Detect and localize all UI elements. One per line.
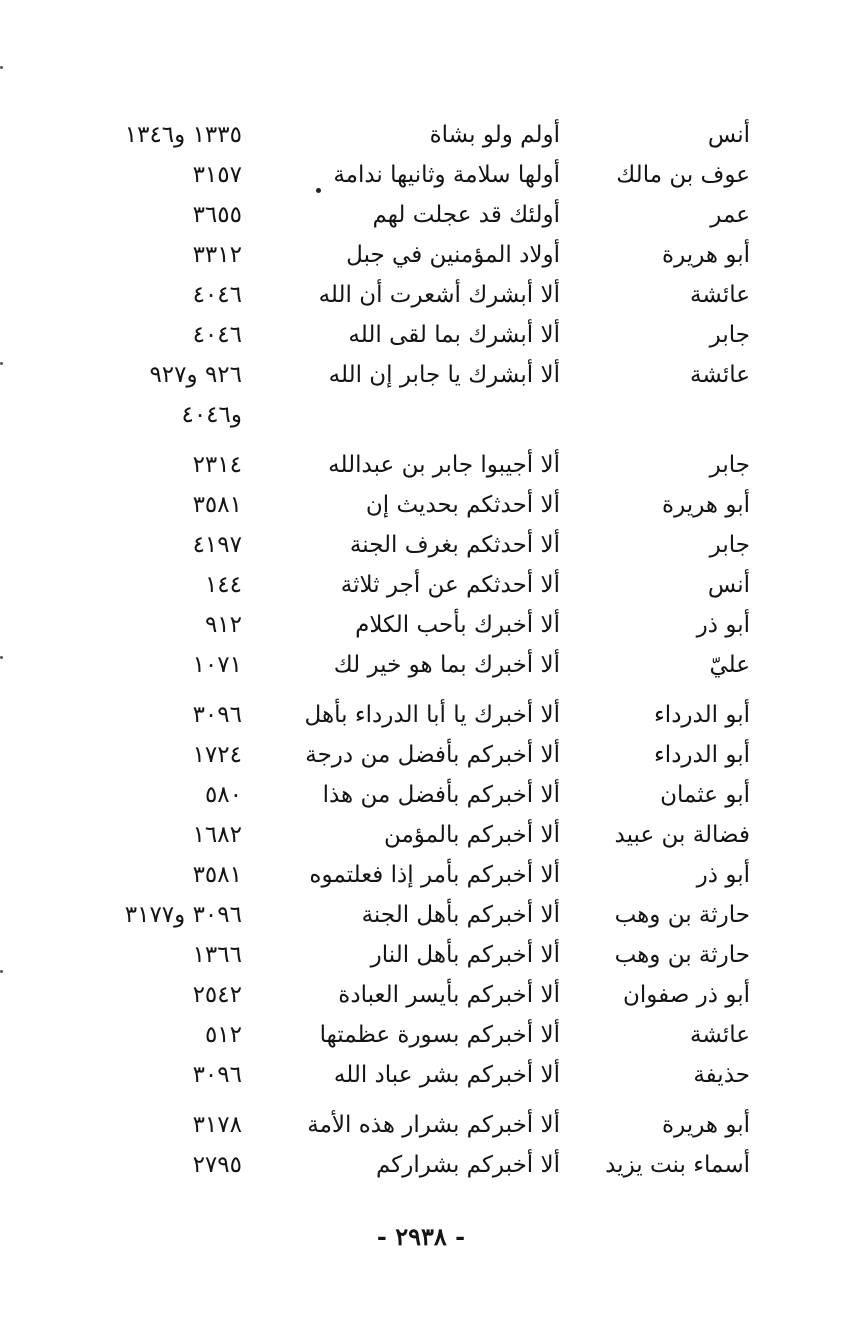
hadith-number: ٣٠٩٦ و٣١٧٧ [124,902,242,928]
hadith-number: ١٠٧١ [192,652,242,678]
hadith-number: ١٣٦٦ [192,942,242,968]
narrator-name: أبو هريرة [662,492,750,518]
hadith-incipit: ألا أخبركم بأهل النار [370,942,560,968]
narrator-name: عليّ [709,652,750,678]
index-row [0,198,842,238]
hadith-incipit: ألا أخبركم بأفضل من درجة [305,742,560,768]
index-row [0,778,842,818]
hadith-incipit: ألا أحدثكم بغرف الجنة [349,532,560,558]
narrator-name: جابر [709,532,750,558]
index-row [0,278,842,318]
index-row-continuation [0,398,842,438]
hadith-incipit: ألا أخبرك بما هو خير لك [333,652,560,678]
hadith-number: ٩١٢ [204,612,242,638]
hadith-number: ٢٥٤٢ [192,982,242,1008]
index-row [0,858,842,898]
narrator-name: حارثة بن وهب [614,942,750,968]
hadith-incipit: ألا أخبركم بشر عباد الله [333,1062,560,1088]
hadith-number: ١٣٣٥ و١٣٤٦ [124,122,242,148]
narrator-name: حارثة بن وهب [614,902,750,928]
index-row [0,608,842,648]
hadith-number: ٢٧٩٥ [192,1152,242,1178]
narrator-name: أبو الدرداء [653,742,750,768]
index-row [0,898,842,938]
narrator-name: عمر [710,202,750,228]
narrator-name: أبو هريرة [662,1112,750,1138]
index-row [0,318,842,358]
hadith-incipit: ألا أبشرك بما لقى الله [348,322,560,348]
narrator-name: حذيفة [693,1062,750,1088]
index-row [0,568,842,608]
hadith-incipit: ألا أخبركم بسورة عظمتها [319,1022,560,1048]
hadith-number: و٤٠٤٦ [181,402,242,428]
hadith-number: ٤٠٤٦ [192,282,242,308]
index-row [0,448,842,488]
narrator-name: فضالة بن عبيد [614,822,750,848]
hadith-index-table [0,118,842,1188]
hadith-incipit: ألا أبشرك يا جابر إن الله [328,362,560,388]
hadith-incipit: ألا أخبركم بالمؤمن [383,822,560,848]
index-row [0,358,842,398]
narrator-name: أنس [707,122,750,148]
narrator-name: جابر [709,322,750,348]
hadith-number: ٣٣١٢ [192,242,242,268]
narrator-name: أبو هريرة [662,242,750,268]
hadith-incipit: ألا أبشرك أشعرت أن الله [318,282,560,308]
hadith-number: ٤٠٤٦ [192,322,242,348]
hadith-number: ٥٨٠ [204,782,242,808]
hadith-incipit: ألا أخبركم بشراركم [376,1152,560,1178]
narrator-name: عوف بن مالك [616,162,750,188]
hadith-incipit: ألا أخبركم بأفضل من هذا [322,782,560,808]
scan-edge-mark [0,66,3,69]
narrator-name: أنس [707,572,750,598]
hadith-incipit: ألا أخبرك يا أبا الدرداء بأهل [304,702,560,728]
index-row [0,1058,842,1098]
narrator-name: أبو عثمان [660,782,750,808]
narrator-name: عائشة [690,282,750,308]
hadith-number: ١٧٢٤ [192,742,242,768]
hadith-number: ١٦٨٢ [192,822,242,848]
hadith-incipit: أولاد المؤمنين في جبل [346,242,560,268]
hadith-incipit: أولها سلامة وثانيها ندامة [333,162,560,188]
hadith-incipit: ألا أخبركم بأمر إذا فعلتموه [309,862,560,888]
hadith-number: ٣٦٥٥ [192,202,242,228]
index-row [0,1148,842,1188]
hadith-number: ٢٣١٤ [192,452,242,478]
narrator-name: عائشة [690,362,750,388]
narrator-name: أبو الدرداء [653,702,750,728]
hadith-incipit: ألا أخبركم بشرار هذه الأمة [307,1112,560,1138]
hadith-number: ٣٠٩٦ [192,1062,242,1088]
hadith-incipit: ألا أخبرك بأحب الكلام [355,612,560,638]
narrator-name: أبو ذر [696,862,750,888]
hadith-number: ٣١٧٨ [192,1112,242,1138]
hadith-incipit: ألا أحدثكم عن أجر ثلاثة [340,572,560,598]
index-row [0,818,842,858]
index-row [0,1018,842,1058]
index-row [0,648,842,688]
index-row [0,698,842,738]
hadith-number: ٥١٢ [204,1022,242,1048]
hadith-number: ٤١٩٧ [192,532,242,558]
hadith-incipit: ألا أخبركم بأيسر العبادة [338,982,560,1008]
index-row [0,158,842,198]
index-row [0,528,842,568]
hadith-number: ٩٢٦ و٩٢٧ [149,362,242,388]
page-number: - ٢٩٣٨ - [376,1222,466,1251]
index-row [0,938,842,978]
index-row [0,738,842,778]
hadith-number: ٣٥٨١ [192,492,242,518]
hadith-incipit: ألا أحدثكم بحديث إن [365,492,560,518]
index-row [0,118,842,158]
narrator-name: جابر [709,452,750,478]
narrator-name: أبو ذر [696,612,750,638]
hadith-number: ٣٠٩٦ [192,702,242,728]
index-row [0,1108,842,1148]
hadith-number: ٣١٥٧ [192,162,242,188]
index-row [0,488,842,528]
hadith-incipit: ألا أجيبوا جابر بن عبدالله [328,452,560,478]
hadith-incipit: أولئك قد عجلت لهم [372,202,560,228]
narrator-name: عائشة [690,1022,750,1048]
narrator-name: أسماء بنت يزيد [605,1152,750,1178]
hadith-incipit: ألا أخبركم بأهل الجنة [361,902,560,928]
index-row [0,238,842,278]
hadith-incipit: أولم ولو بشاة [429,122,560,148]
index-row [0,978,842,1018]
narrator-name: أبو ذر صفوان [623,982,750,1008]
hadith-number: ٣٥٨١ [192,862,242,888]
hadith-number: ١٤٤ [204,572,242,598]
